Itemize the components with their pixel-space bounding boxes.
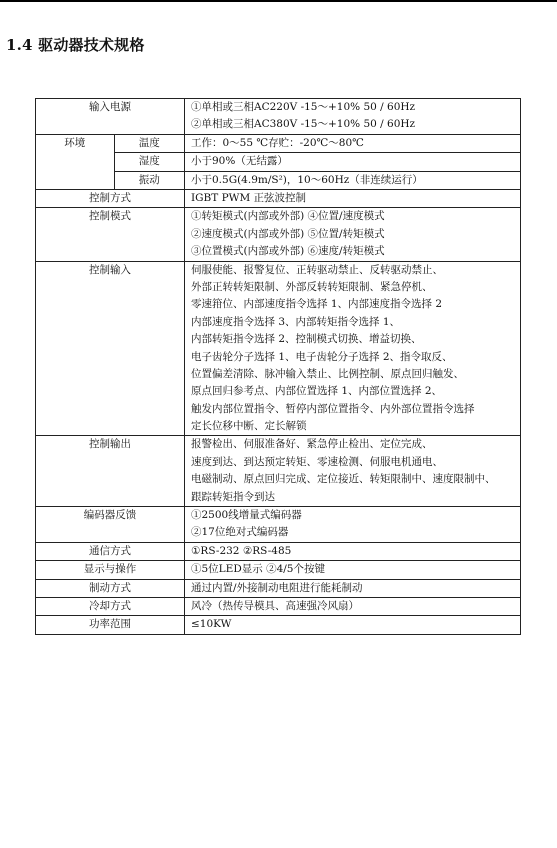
row-value-control-modes	[185, 208, 521, 261]
row-label-cooling: 冷却方式	[36, 598, 185, 616]
table-row	[36, 507, 521, 543]
value-humidity: 小于90%（无结露）	[185, 153, 521, 171]
table-row	[36, 436, 521, 507]
row-value-power	[185, 99, 521, 135]
row-value-cooling: 风冷（热传导模具、高速强冷风扇）	[185, 598, 521, 616]
table-row	[36, 542, 521, 560]
row-value-braking: 通过内置/外接制动电阻进行能耗制动	[185, 579, 521, 597]
mode-line: ①转矩模式(内部或外部) ④位置/速度模式	[191, 210, 385, 223]
row-value-control-inputs	[185, 261, 521, 436]
value-vibration: 小于0.5G(4.9m/S²)，10～60Hz（非连续运行）	[185, 171, 521, 189]
input-line: 伺服使能、报警复位、正转驱动禁止、反转驱动禁止、	[191, 263, 443, 276]
table-row	[36, 579, 521, 597]
row-label-power-range: 功率范围	[36, 616, 185, 634]
row-label-encoder-feedback: 编码器反馈	[36, 507, 185, 543]
row-label-control-outputs: 控制输出	[36, 436, 185, 507]
table-row	[36, 208, 521, 261]
table-row	[36, 561, 521, 579]
sub-label-humidity: 湿度	[114, 153, 184, 171]
row-label-display: 显示与操作	[36, 561, 185, 579]
input-line: 内部速度指令选择 3、内部转矩指令选择 1、	[191, 315, 401, 328]
encoder-line: ②17位绝对式编码器	[191, 526, 289, 539]
table-row	[36, 598, 521, 616]
row-label-power: 输入电源	[36, 99, 185, 135]
table-row	[36, 616, 521, 634]
output-line: 速度到达、到达预定转矩、零速检测、伺服电机通电、	[191, 455, 443, 468]
input-line: 外部正转转矩限制、外部反转转矩限制、紧急停机、	[191, 280, 433, 293]
input-line: 触发内部位置指令、暂停内部位置指令、内外部位置指令选择	[191, 402, 475, 415]
row-label-control-method: 控制方式	[36, 190, 185, 208]
input-line: 原点回归参考点、内部位置选择 1、内部位置选择 2、	[191, 385, 443, 398]
output-line: 跟踪转矩指令到达	[191, 490, 275, 503]
row-value-communication: ①RS-232 ②RS-485	[185, 542, 521, 560]
input-line: 内部转矩指令选择 2、控制模式切换、增益切换、	[191, 333, 422, 346]
row-label-braking: 制动方式	[36, 579, 185, 597]
table-row	[36, 190, 521, 208]
row-label-communication: 通信方式	[36, 542, 185, 560]
table-row	[36, 261, 521, 436]
row-value-encoder-feedback	[185, 507, 521, 543]
output-line: 电磁制动、原点回归完成、定位接近、转矩限制中、速度限制中、	[191, 473, 496, 486]
spec-table	[35, 98, 521, 635]
section-heading: 1.4 驱动器技术规格	[6, 36, 145, 54]
encoder-line: ①2500线增量式编码器	[191, 509, 302, 522]
value-temperature: 工作：0～55 ℃存贮：-20℃～80℃	[185, 134, 521, 152]
row-value-power-range: ≤10KW	[185, 616, 521, 634]
row-label-environment: 环境	[36, 134, 115, 189]
table-row	[36, 134, 521, 152]
input-line: 零速箝位、内部速度指令选择 1、内部速度指令选择 2	[191, 298, 443, 311]
power-line: ①单相或三相AC220V -15～+10% 50 / 60Hz	[191, 101, 416, 113]
row-label-control-modes: 控制模式	[36, 208, 185, 261]
sub-label-vibration: 振动	[114, 171, 184, 189]
row-value-display: ①5位LED显示 ②4/5个按键	[185, 561, 521, 579]
row-value-control-method: IGBT PWM 正弦波控制	[185, 190, 521, 208]
mode-line: ③位置模式(内部或外部) ⑥速度/转矩模式	[191, 245, 385, 258]
power-line: ②单相或三相AC380V -15～+10% 50 / 60Hz	[191, 118, 416, 131]
mode-line: ②速度模式(内部或外部) ⑤位置/转矩模式	[191, 227, 385, 240]
output-line: 报警检出、伺服准备好、紧急停止检出、定位完成、	[191, 438, 433, 451]
input-line: 位置偏差清除、脉冲输入禁止、比例控制、原点回归触发、	[191, 367, 464, 380]
top-rule	[0, 0, 557, 2]
sub-label-temperature: 温度	[114, 134, 184, 152]
row-label-control-inputs: 控制输入	[36, 261, 185, 436]
row-value-control-outputs	[185, 436, 521, 507]
input-line: 定长位移中断、定长解锁	[191, 420, 307, 433]
table-row	[36, 99, 521, 135]
input-line: 电子齿轮分子选择 1、电子齿轮分子选择 2、指令取反、	[191, 350, 453, 363]
